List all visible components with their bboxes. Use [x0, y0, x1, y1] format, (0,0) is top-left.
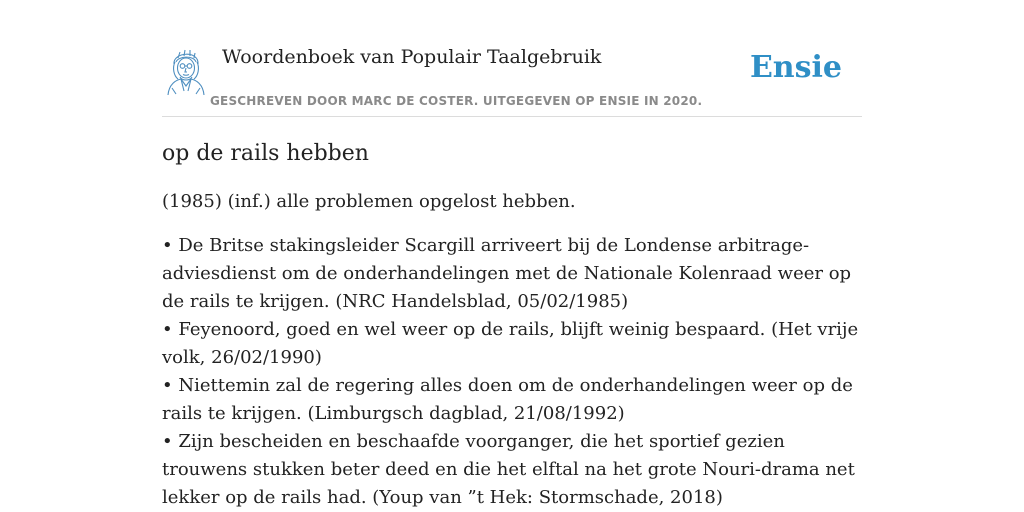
- ensie-logo-link[interactable]: Ensie: [749, 50, 842, 85]
- example-list: [162, 232, 862, 512]
- entry-definition: (1985) (inf.) alle problemen opgelost hebben.: [162, 191, 576, 212]
- author-byline: GESCHREVEN DOOR MARC DE COSTER. UITGEGEVEN OP ENSIE IN 2020.: [210, 94, 703, 108]
- example-quote: • De Britse stakingsleider Scargill arriveert bij de Londense arbitrage-adviesdienst om de onderhandelingen met de Nationale Kolenraad weer op de rails te krijgen. (NRC Handelsblad, 05/02/1985): [162, 235, 852, 312]
- example-quote: • Zijn bescheiden en beschaafde voorganger, die het sportief gezien trouwens stukken beter deed en die het elftal na het grote Nouri-drama net lekker op de rails had. (Youp van ”t Hek: Stormschade, 2018): [162, 431, 855, 508]
- author-portrait-icon: [164, 46, 208, 96]
- example-quote: • Feyenoord, goed en wel weer op de rails, blijft weinig bespaard. (Het vrije volk, 26/02/1990): [162, 319, 859, 368]
- entry-term: op de rails hebben: [162, 141, 369, 166]
- book-title[interactable]: Woordenboek van Populair Taalgebruik: [222, 46, 602, 68]
- example-quote: • Niettemin zal de regering alles doen om de onderhandelingen weer op de rails te krijgen. (Limburgsch dagblad, 21/08/1992): [162, 375, 853, 424]
- header: [162, 40, 862, 117]
- entry-content: [162, 138, 862, 512]
